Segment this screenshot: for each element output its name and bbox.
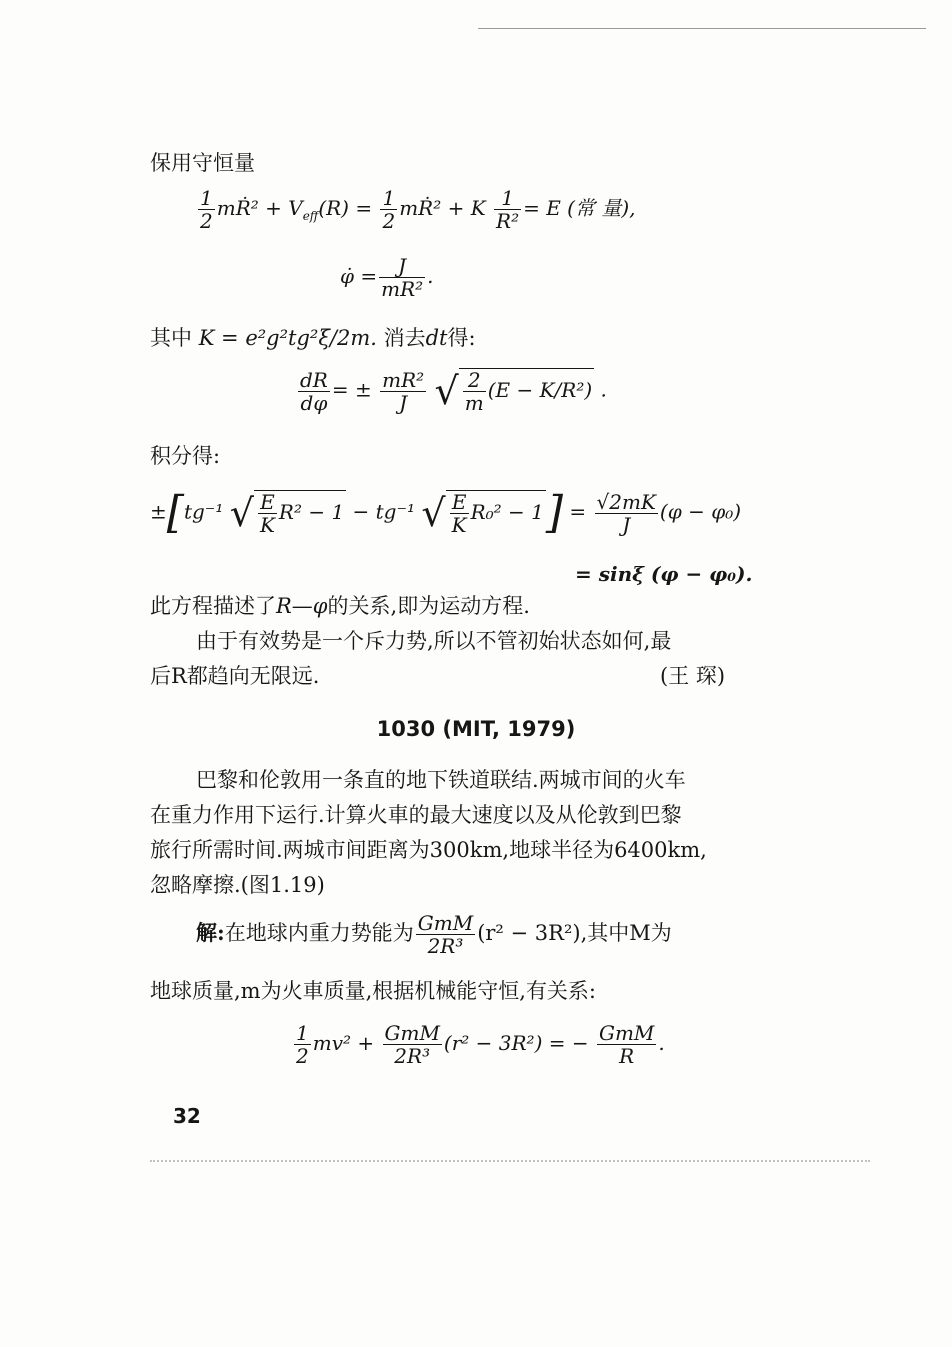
sin-xi-equation: = sinξ (φ − φ₀). xyxy=(575,562,753,586)
integrated-equation: ±[tg⁻¹ √ $\frac{E}{K}$ R² − 1 − tg⁻¹ √ $\frac{E}{K}$ R₀² − 1] = $\frac{√2mK}{J}$ (φ − φ₀) xyxy=(150,487,742,538)
problem-line-4: 忽略摩擦.(图1.19) xyxy=(150,873,325,897)
integration-label: 积分得: xyxy=(150,444,221,468)
k-definition-line: 其中 K = e²g²tg²ξ/2m. 消去dt得: xyxy=(150,326,476,350)
problem-line-1: 巴黎和伦敦用一条直的地下铁道联结.两城市间的火车 xyxy=(196,768,686,792)
dr-dphi-equation: $\frac{dR}{d\varphi}$ = ± $\frac{\text{mR²}}{J}$ √ $\frac{2}{m}$ (E − K/R²) . xyxy=(300,367,607,415)
solution-line-2: 地球质量,m为火車质量,根据机械能守恒,有关系: xyxy=(150,979,597,1003)
problem-line-3: 旅行所需时间.两城市间距离为300km,地球半径为6400km, xyxy=(150,838,707,862)
bottom-scan-noise xyxy=(150,1160,870,1162)
solution-line-1: 解:在地球内重力势能为 $\frac{\text{GmM}}{\text{2R³}}$ (r² − 3R²),其中M为 xyxy=(196,911,672,958)
top-rule xyxy=(478,28,926,29)
problem-title: 1030 (MIT, 1979) xyxy=(376,717,576,741)
repulsive-potential-line-2: 后R都趋向无限远. xyxy=(150,664,320,688)
motion-equation-sentence: 此方程描述了R—φ的关系,即为运动方程. xyxy=(150,594,530,618)
energy-conservation-equation: $\frac{1}{2}$ mv² + $\frac{\text{GmM}}{\text{2R³}}$ (r² − 3R²) = − $\frac{\text{GmM}}{R}$ . xyxy=(296,1021,665,1068)
energy-equation: $\frac{1}{2}$ mṘ² + $V_{eff}(R)$ = $\frac{1}{2}$ mṘ² + K $\frac{1}{\text{R²}}$ = E (常 量), xyxy=(200,186,636,233)
angular-velocity-equation: φ̇ = $\frac{J}{\text{mR²}}$ . xyxy=(340,254,434,301)
conserved-quantities-line: 保用守恒量 xyxy=(150,151,255,175)
page-number: 32 xyxy=(173,1104,201,1128)
repulsive-potential-line-1: 由于有效势是一个斥力势,所以不管初始状态如何,最 xyxy=(196,629,672,653)
author-credit: (王 琛) xyxy=(660,664,726,688)
problem-line-2: 在重力作用下运行.计算火車的最大速度以及从伦敦到巴黎 xyxy=(150,803,682,827)
